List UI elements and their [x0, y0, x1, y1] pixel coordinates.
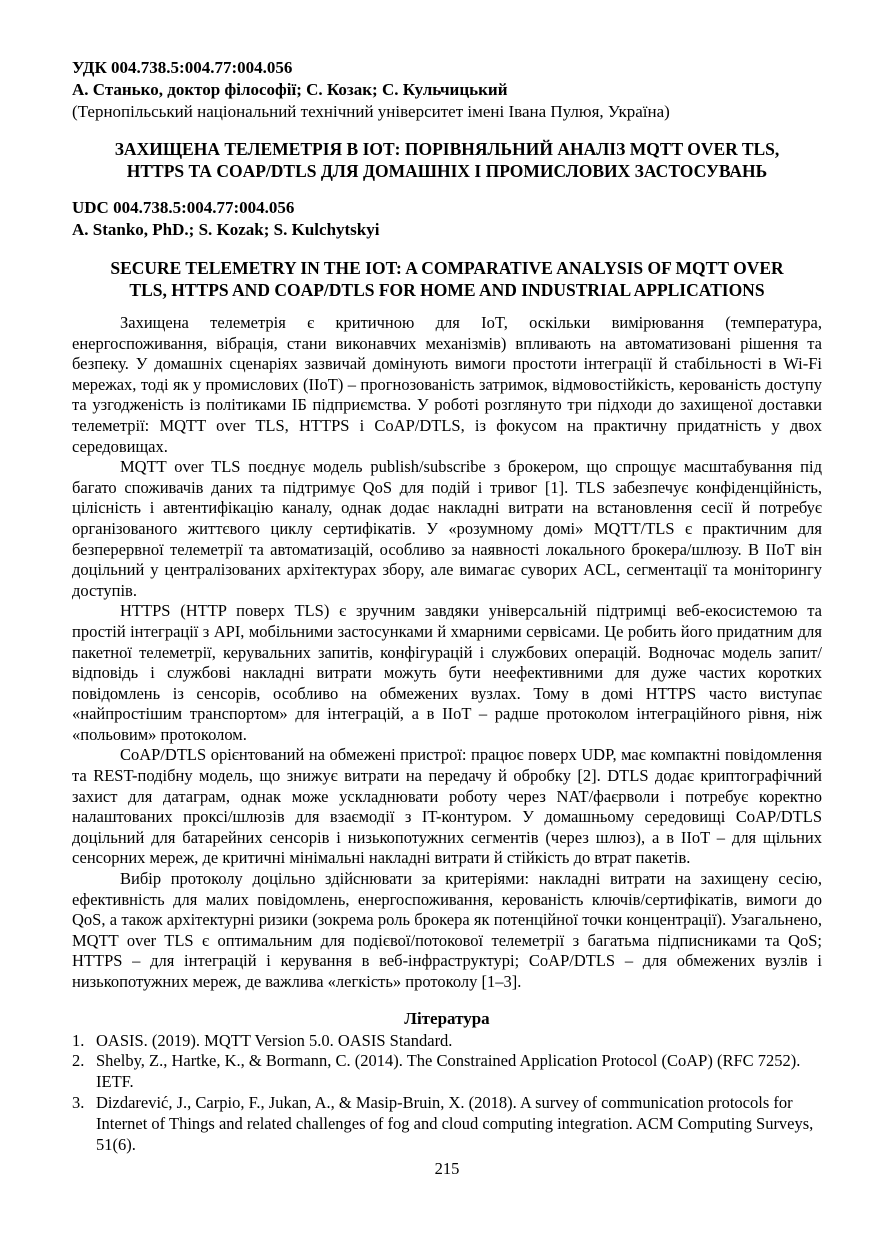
authors-ua: А. Станько, доктор філософії; С. Козак; С. Кульчицький — [72, 80, 508, 99]
reference-text: Dizdarević, J., Carpio, F., Jukan, A., & Masip-Bruin, X. (2018). A survey of communication protocols for Internet of Things and related challenges of fog and cloud computing integration. ACM Computing Surveys, 51(6). — [96, 1092, 814, 1154]
abstract-paragraph-5: Вибір протоколу доцільно здійснювати за критеріями: накладні витрати на захищену сесію, ефективність для малих повідомлень, енергоспоживання, керованість ключів/сертифікатів, вимоги до QoS, а також архітектурні ризики (зокрема роль брокера як потенційної точки концентрації). Узагальнено, MQTT over TLS є оптимальним для подієвої/потокової телеметрії з багатьма підписниками та QoS; HTTPS – для інтеграцій і керування в веб-інфраструктурі; CoAP/DTLS – для обмежених вузлів і низькопотужних мереж, де важлива «легкість» протоколу [1–3]. — [72, 869, 822, 991]
udc-number-en: UDC 004.738.5:004.77:004.056 — [72, 198, 295, 217]
references-list — [72, 1031, 822, 1156]
page-number: 215 — [434, 1159, 460, 1179]
reference-text: Shelby, Z., Hartke, K., & Bormann, C. (2014). The Constrained Application Protocol (CoAP) (RFC 7252). IETF. — [96, 1051, 801, 1092]
authors-en: A. Stanko, PhD.; S. Kozak; S. Kulchytskyi — [72, 220, 380, 239]
affiliation-ua: (Тернопільський національний технічний університет імені Івана Пулюя, Україна) — [72, 102, 670, 121]
abstract-paragraph-4: CoAP/DTLS орієнтований на обмежені пристрої: працює поверх UDP, має компактні повідомлення та REST-подібну модель, що знижує витрати на передачу й обробку [2]. DTLS додає криптографічний захист для датаграм, однак може ускладнювати роботу через NAT/фаєрволи і потребує коректно налаштованих проксі/шлюзів для взаємодії з IT-контуром. У домашньому середовищі CoAP/DTLS доцільний для батарейних сенсорів і низькопотужних сегментів (через шлюз), а в IIoT – для щільних сенсорних мереж, де критичні мінімальні накладні витрати й стійкість до втрат пакетів. — [72, 745, 822, 868]
reference-number: 3. — [72, 1092, 85, 1112]
abstract-paragraph-2: MQTT over TLS поєднує модель publish/subscribe з брокером, що спрощує масштабування під багато споживачів даних та підтримує QoS для подій і тривог [1]. TLS забезпечує конфіденційність, цілісність і автентифікацію каналу, однак додає накладні витрати на встановлення сесії й потребує організованого життєвого циклу сертифікатів. У «розумному домі» MQTT/TLS є практичним для безперервної телеметрії та автоматизацій, особливо за наявності локального брокера/шлюзу. В IIoT він доцільний у централізованих архітектурах збору, але вимагає суворих ACL, сегментації та моніторингу доступів. — [72, 457, 822, 600]
english-header-block — [72, 197, 822, 301]
references-heading: Література — [404, 1008, 490, 1028]
reference-item — [72, 1031, 822, 1052]
abstract-paragraph-3: HTTPS (HTTP поверх TLS) є зручним завдяки універсальній підтримці веб-екосистемою та простій інтеграції з API, мобільними застосунками й хмарними сервісами. Це робить його придатним для пакетної телеметрії, керувальних запитів, конфігурацій і службових операцій. Водночас модель запит/відповідь і службові накладні витрати можуть бути неефективними для дуже частих коротких повідомлень із сенсорів, особливо на обмежених вузлах. Тому в домі HTTPS часто виступає «найпростішим транспортом» для інтеграцій, а в IIoT – радше протоколом інтеграційного рівня, ніж «польовим» протоколом. — [72, 601, 822, 744]
reference-text: OASIS. (2019). MQTT Version 5.0. OASIS Standard. — [96, 1030, 453, 1050]
page-content — [72, 57, 822, 1179]
paper-title-en: SECURE TELEMETRY IN THE IOT: A COMPARATIVE ANALYSIS OF MQTT OVER TLS, HTTPS AND COAP/DTLS FOR HOME AND INDUSTRIAL APPLICATIONS — [110, 258, 784, 300]
reference-number: 1. — [72, 1030, 85, 1050]
reference-item — [72, 1093, 822, 1155]
udc-number-ua: УДК 004.738.5:004.77:004.056 — [72, 58, 293, 77]
abstract-paragraph-1: Захищена телеметрія є критичною для IoT, оскільки вимірювання (температура, енергоспоживання, вібрація, стани виконавчих механізмів) впливають на автоматизовані рішення та безпеку. У домашніх сценаріях зазвичай домінують вимоги простоти інтеграції й стабільності в Wi-Fi мережах, тоді як у промислових (IIoT) – прогнозованість затримок, відмовостійкість, керованість доступу та узгодженість із політиками ІБ підприємства. У роботі розглянуто три підходи до захищеної доставки телеметрії: MQTT over TLS, HTTPS і CoAP/DTLS, із фокусом на практичну придатність у двох середовищах. — [72, 313, 822, 456]
reference-item — [72, 1051, 822, 1093]
paper-title-ua: ЗАХИЩЕНА ТЕЛЕМЕТРІЯ В ІОТ: ПОРІВНЯЛЬНИЙ АНАЛІЗ MQTT OVER TLS, HTTPS ТА COAP/DTLS ДЛЯ ДОМАШНІХ І ПРОМИСЛОВИХ ЗАСТОСУВАНЬ — [114, 139, 780, 181]
reference-number: 2. — [72, 1051, 85, 1071]
abstract-body — [72, 313, 822, 993]
